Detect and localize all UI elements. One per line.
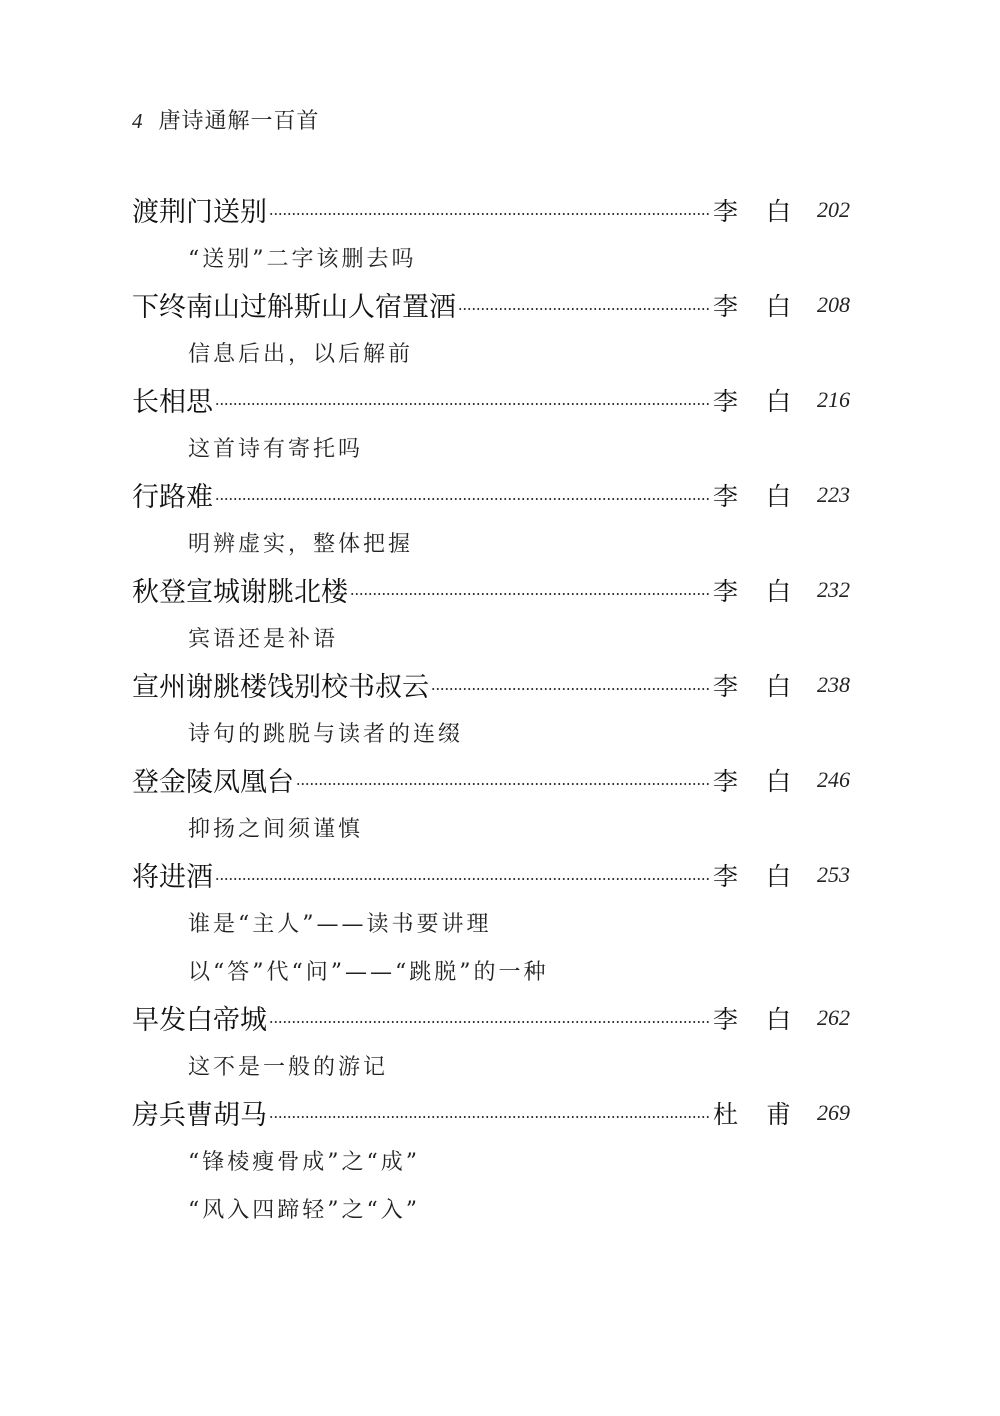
poet-name [713, 762, 791, 798]
poem-title: 秋登宣城谢脁北楼 [132, 577, 348, 608]
page-ref: 262 [817, 1004, 850, 1030]
toc-entry [132, 994, 857, 1041]
poet-name-char: 白 [765, 386, 791, 416]
page-ref: 269 [817, 1099, 850, 1125]
poem-title: 行路难 [132, 482, 213, 513]
dot-leader [269, 1021, 709, 1023]
poet-name [713, 572, 791, 608]
poem-title: 长相思 [132, 387, 213, 418]
running-header [132, 104, 320, 135]
poet-name-char: 白 [765, 861, 791, 891]
poet-name-char: 甫 [765, 1099, 791, 1129]
toc-subentry: 信息后出，以后解前 [188, 341, 414, 367]
poet-name-char: 白 [765, 766, 791, 796]
toc-subentry: 宾语还是补语 [188, 626, 339, 652]
poem-title: 房兵曹胡马 [132, 1100, 267, 1131]
dot-leader [269, 1116, 709, 1118]
poet-name-char: 白 [765, 576, 791, 606]
dot-leader [215, 498, 709, 500]
poem-title: 宣州谢脁楼饯别校书叔云 [132, 672, 429, 703]
poet-name [713, 192, 791, 228]
toc-entry [132, 566, 857, 613]
poet-name [713, 1000, 791, 1036]
poem-title: 下终南山过斛斯山人宿置酒 [132, 292, 456, 323]
page-ref: 223 [817, 481, 850, 507]
dot-leader [269, 213, 709, 215]
poet-name [713, 382, 791, 418]
toc-entry [132, 661, 857, 708]
toc-subentry: “送别”二字该删去吗 [188, 246, 417, 272]
dot-leader [215, 878, 709, 880]
toc-entry [132, 186, 857, 233]
poet-name [713, 477, 791, 513]
dot-leader [458, 308, 709, 310]
toc-subentry: 明辨虚实，整体把握 [188, 531, 414, 557]
toc-entry [132, 376, 857, 423]
toc-entry [132, 1089, 857, 1136]
poet-name-char: 李 [713, 481, 739, 511]
poem-title: 渡荆门送别 [132, 197, 267, 228]
poet-name-char: 李 [713, 671, 739, 701]
poet-name [713, 1095, 791, 1131]
toc-subentry: 这首诗有寄托吗 [188, 436, 364, 462]
toc-entry [132, 756, 857, 803]
page-ref: 232 [817, 576, 850, 602]
toc-subentry: 诗句的跳脱与读者的连缀 [188, 721, 464, 747]
page-number: 4 [132, 109, 143, 133]
toc-entry [132, 281, 857, 328]
poet-name [713, 857, 791, 893]
dot-leader [431, 688, 709, 690]
toc-subentry: 这不是一般的游记 [188, 1054, 389, 1080]
page-ref: 253 [817, 861, 850, 887]
toc-subentry: 抑扬之间须谨慎 [188, 816, 364, 842]
poet-name-char: 杜 [713, 1099, 739, 1129]
poet-name-char: 李 [713, 861, 739, 891]
poet-name-char: 李 [713, 576, 739, 606]
page-ref: 208 [817, 291, 850, 317]
table-of-contents [132, 186, 857, 1232]
toc-subentry: 谁是“主人”——读书要讲理 [188, 911, 492, 937]
poem-title: 将进酒 [132, 862, 213, 893]
dot-leader [296, 783, 709, 785]
toc-subentry: “锋棱瘦骨成”之“成” [188, 1149, 420, 1175]
page-ref: 216 [817, 386, 850, 412]
page-ref: 246 [817, 766, 850, 792]
toc-subentry: 以“答”代“问”——“跳脱”的一种 [188, 959, 549, 985]
poet-name-char: 李 [713, 196, 739, 226]
poet-name-char: 白 [765, 481, 791, 511]
dot-leader [215, 403, 709, 405]
dot-leader [350, 593, 709, 595]
toc-entry [132, 851, 857, 898]
poet-name-char: 白 [765, 671, 791, 701]
poet-name-char: 李 [713, 766, 739, 796]
poem-title: 登金陵凤凰台 [132, 767, 294, 798]
poet-name [713, 287, 791, 323]
page-ref: 202 [817, 196, 850, 222]
poet-name-char: 白 [765, 196, 791, 226]
poet-name-char: 白 [765, 1004, 791, 1034]
poet-name-char: 李 [713, 291, 739, 321]
poet-name [713, 667, 791, 703]
poet-name-char: 李 [713, 386, 739, 416]
poet-name-char: 李 [713, 1004, 739, 1034]
toc-subentry: “风入四蹄轻”之“入” [188, 1197, 420, 1223]
page-ref: 238 [817, 671, 850, 697]
poet-name-char: 白 [765, 291, 791, 321]
poem-title: 早发白帝城 [132, 1005, 267, 1036]
book-title: 唐诗通解一百首 [158, 109, 320, 134]
toc-entry [132, 471, 857, 518]
